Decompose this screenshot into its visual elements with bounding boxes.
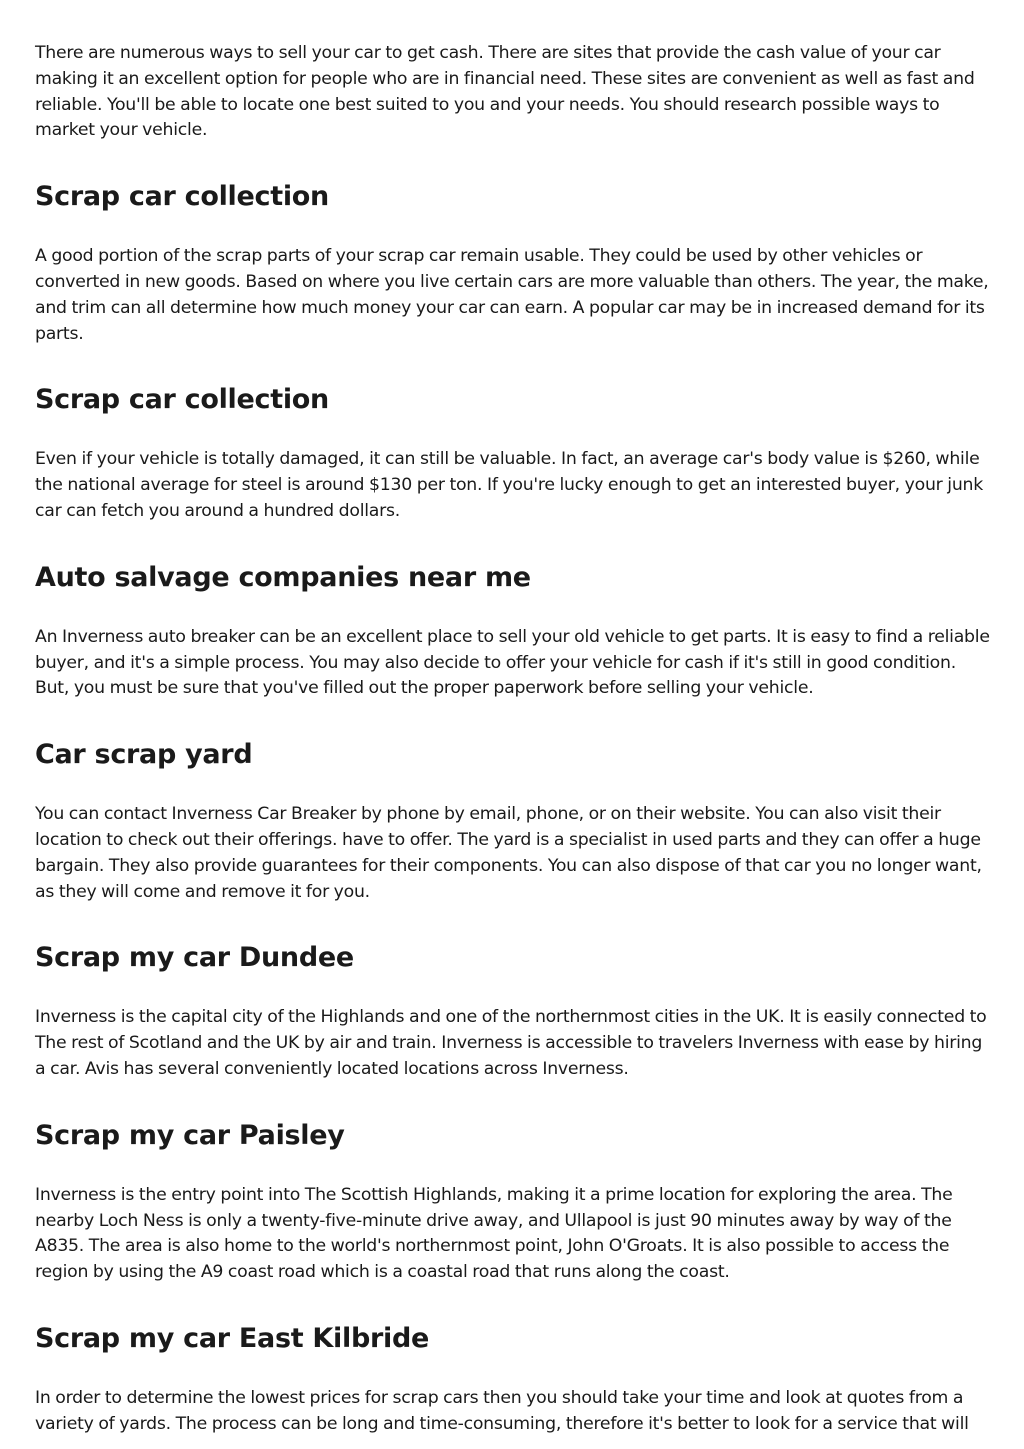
section-paragraph: Inverness is the capital city of the Highlands and one of the northernmost cities in the UK. It is easily connected to The rest of Scotland and the UK by air and train. Inverness is accessible to travelers Inverness with ease by hiring a car. Avis has several conveniently located locations across Inverness. <box>35 1007 987 1079</box>
section-paragraph: Inverness is the entry point into The Scottish Highlands, making it a prime location for exploring the area. The nearby Loch Ness is only a twenty-five-minute drive away, and Ullapool is just 90 minutes away by way of the A835. The area is also home to the world's northernmost point, John O'Groats. It is also possible to access the region by using the A9 coast road which is a coastal road that runs along the coast. <box>35 1184 953 1283</box>
document-page <box>35 40 990 1438</box>
section-heading: Auto salvage companies near me <box>35 561 531 593</box>
intro-paragraph: There are numerous ways to sell your car to get cash. There are sites that provide the cash value of your car making it an excellent option for people who are in financial need. These sites are convenient as well as fast and reliable. You'll be able to locate one best suited to you and your needs. You should research possible ways to market your vehicle. <box>35 43 975 141</box>
section-paragraph: An Inverness auto breaker can be an excellent place to sell your old vehicle to get parts. It is easy to find a reliable buyer, and it's a simple process. You may also decide to offer your vehicle for cash if it's still in good condition. But, you must be sure that you've filled out the proper paperwork before selling your vehicle. <box>35 626 990 699</box>
section-heading: Scrap my car East Kilbride <box>35 1322 429 1354</box>
section-heading: Scrap my car Dundee <box>35 942 354 974</box>
section-paragraph: In order to determine the lowest prices for scrap cars then you should take your time and look at quotes from a variety of yards. The process can be long and time-consuming, therefore it's better to look for a service that will <box>35 1387 969 1434</box>
section-paragraph: You can contact Inverness Car Breaker by phone by email, phone, or on their website. You can also visit their location to check out their offerings. have to offer. The yard is a specialist in used parts and they can offer a huge bargain. They also provide guarantees for their components. You can also dispose of that car you no longer want, as they will come and remove it for you. <box>35 804 982 902</box>
section-heading: Car scrap yard <box>35 739 253 771</box>
section-heading: Scrap my car Paisley <box>35 1119 345 1151</box>
section-paragraph: A good portion of the scrap parts of your scrap car remain usable. They could be used by other vehicles or converted in new goods. Based on where you live certain cars are more valuable than others. The year, the make, and trim can all determine how much money your car can earn. A popular car may be in increased demand for its parts. <box>35 246 989 344</box>
section-heading: Scrap car collection <box>35 181 329 213</box>
section-heading: Scrap car collection <box>35 384 329 416</box>
section-paragraph: Even if your vehicle is totally damaged, it can still be valuable. In fact, an average car's body value is $260, while the national average for steel is around $130 per ton. If you're lucky enough to get an interested buyer, your junk car can fetch you around a hundred dollars. <box>35 449 983 521</box>
